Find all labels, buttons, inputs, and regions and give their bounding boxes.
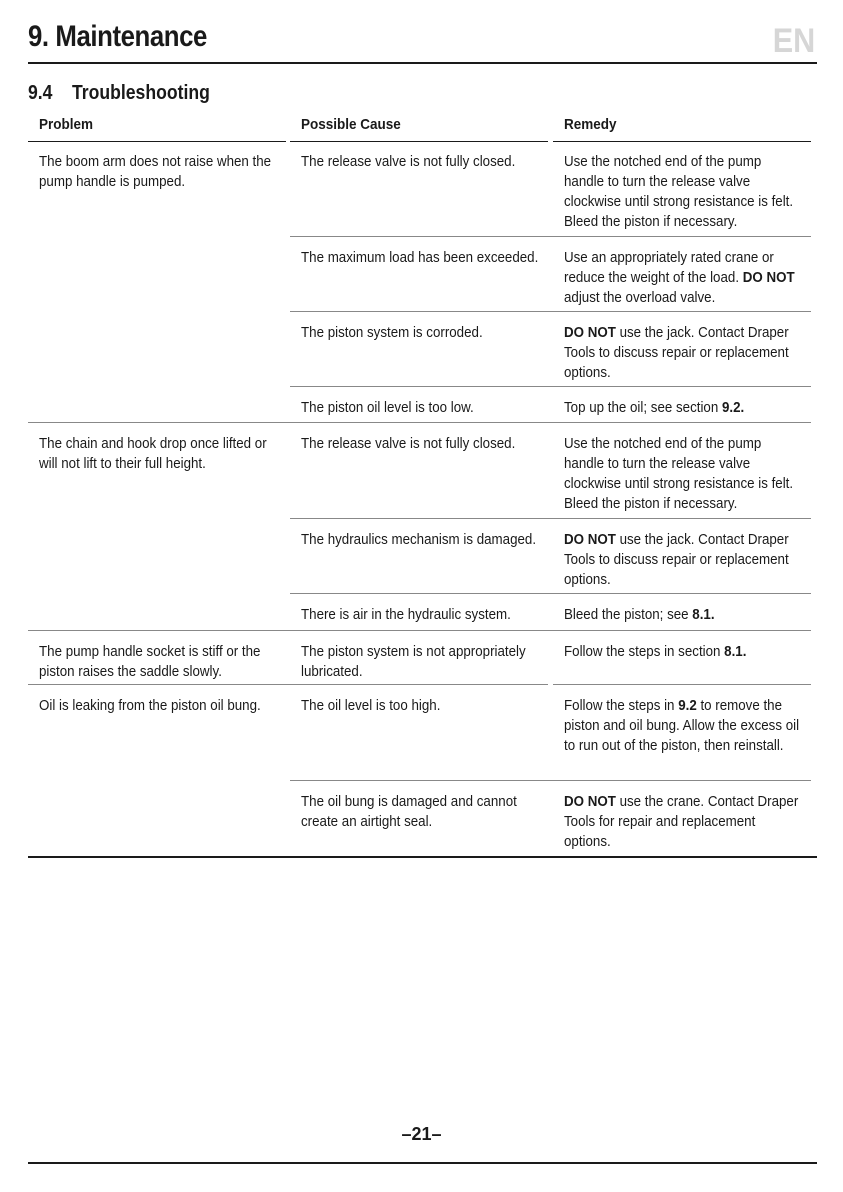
language-badge: EN	[772, 22, 815, 60]
row-divider	[290, 311, 811, 312]
problem-cell: The boom arm does not raise when the pump handle is pumped.	[39, 154, 272, 190]
cause-cell: The piston system is not appropriately lubricated.	[301, 644, 526, 680]
section-title: Troubleshooting	[72, 82, 210, 104]
row-divider	[290, 593, 811, 594]
row-divider	[28, 630, 811, 631]
remedy-cell: Top up the oil; see section 9.2.	[564, 400, 745, 416]
remedy-cell: DO NOT use the crane. Contact Draper Tools for repair and replacement options.	[564, 794, 799, 850]
problem-cell: Oil is leaking from the piston oil bung.	[39, 698, 261, 714]
row-divider	[290, 386, 811, 387]
problem-cell: The pump handle socket is stiff or the piston raises the saddle slowly.	[39, 644, 261, 680]
remedy-cell: Use the notched end of the pump handle to turn the release valve clockwise until strong resistance is felt. Bleed the piston if necessary.	[564, 154, 794, 230]
remedy-cell: Follow the steps in 9.2 to remove the piston and oil bung. Allow the excess oil to run out of the piston, then reinstall.	[564, 698, 800, 754]
remedy-cell: Follow the steps in section 8.1.	[564, 644, 747, 660]
row-divider	[290, 518, 811, 519]
page-header-title: 9. Maintenance	[28, 20, 207, 53]
cause-cell: The release valve is not fully closed.	[301, 436, 516, 452]
cause-cell: The hydraulics mechanism is damaged.	[301, 532, 537, 548]
remedy-cell: Use the notched end of the pump handle to turn the release valve clockwise until strong resistance is felt. Bleed the piston if necessary.	[564, 436, 794, 512]
header-divider	[28, 62, 817, 64]
remedy-cell: DO NOT use the jack. Contact Draper Tools to discuss repair or replacement options.	[564, 325, 789, 381]
cause-cell: There is air in the hydraulic system.	[301, 607, 511, 623]
remedy-cell: Bleed the piston; see 8.1.	[564, 607, 715, 623]
page-number: –21–	[401, 1124, 442, 1144]
cause-cell: The release valve is not fully closed.	[301, 154, 516, 170]
row-divider	[290, 236, 811, 237]
cause-cell: The maximum load has been exceeded.	[301, 250, 539, 266]
row-divider	[290, 780, 811, 781]
column-header-problem: Problem	[28, 114, 286, 142]
footer-divider	[28, 1162, 817, 1164]
remedy-cell: Use an appropriately rated crane or reduce the weight of the load. DO NOT adjust the overload valve.	[564, 250, 795, 306]
cause-cell: The piston oil level is too low.	[301, 400, 474, 416]
row-divider	[28, 422, 811, 423]
table-bottom-rule	[28, 856, 817, 858]
row-divider	[553, 684, 811, 685]
column-header-remedy: Remedy	[553, 114, 811, 142]
remedy-cell: DO NOT use the jack. Contact Draper Tools to discuss repair or replacement options.	[564, 532, 789, 588]
row-divider	[28, 684, 548, 685]
cause-cell: The oil bung is damaged and cannot create an airtight seal.	[301, 794, 517, 830]
section-number: 9.4	[28, 82, 53, 104]
problem-cell: The chain and hook drop once lifted or will not lift to their full height.	[39, 436, 267, 472]
cause-cell: The oil level is too high.	[301, 698, 441, 714]
cause-cell: The piston system is corroded.	[301, 325, 483, 341]
column-header-cause: Possible Cause	[290, 114, 548, 142]
section-heading	[28, 82, 210, 105]
